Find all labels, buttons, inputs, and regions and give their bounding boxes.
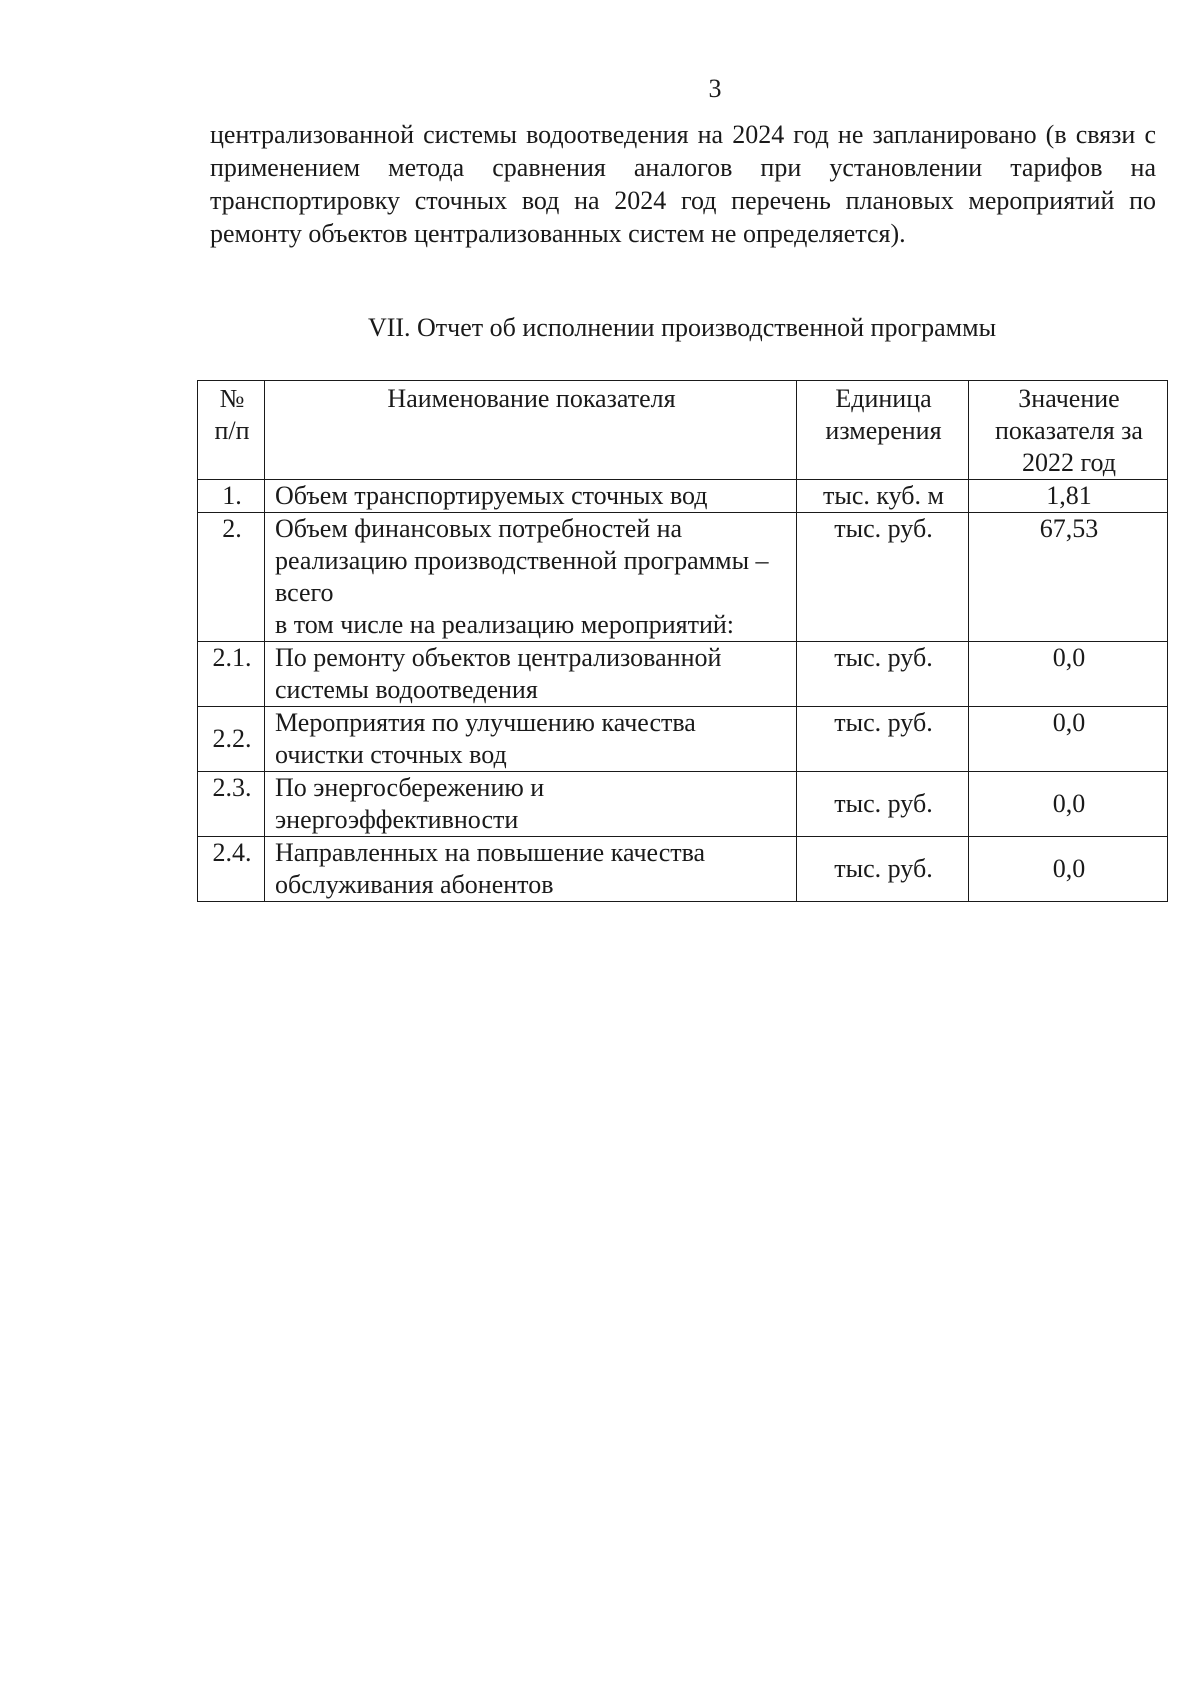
row-value: 0,0: [969, 837, 1168, 902]
row-value: 0,0: [969, 642, 1168, 707]
header-unit: Единица измерения: [797, 381, 969, 480]
row-indicator-name: [265, 513, 797, 642]
body-paragraph: централизованной системы водоотведения на 2024 год не запланировано (в связи с применением метода сравнения аналогов при установлении тарифов на транспортировку сточных вод на 2024 год перечень плановых мероприятий по ремонту объектов централизованных систем не определяется).: [210, 120, 1156, 248]
header-value: Значение показателя за 2022 год: [969, 381, 1168, 480]
row-indicator-name: По энергосбережению и энергоэффективности: [265, 772, 797, 837]
section-heading: VII. Отчет об исполнении производственной программы: [367, 313, 997, 342]
row-indicator-name: Направленных на повышение качества обслуживания абонентов: [265, 837, 797, 902]
header-indicator-name: Наименование показателя: [265, 381, 797, 480]
row-value: 0,0: [969, 707, 1168, 772]
production-program-report-table: [197, 380, 1168, 902]
row-number: 2.2.: [198, 707, 265, 772]
table-header-row: [198, 381, 1168, 480]
row-indicator-name: По ремонту объектов централизованной системы водоотведения: [265, 642, 797, 707]
row-number: 2.4.: [198, 837, 265, 902]
row-unit: тыс. куб. м: [797, 480, 969, 513]
table-row: [198, 837, 1168, 902]
row-unit: тыс. руб.: [797, 837, 969, 902]
row-indicator-main: Объем финансовых потребностей на реализацию производственной программы – всего: [275, 514, 769, 607]
table-row: [198, 707, 1168, 772]
header-number: № п/п: [198, 381, 265, 480]
row-number: 2.: [198, 513, 265, 642]
page-number: 3: [708, 74, 722, 103]
row-value: 67,53: [969, 513, 1168, 642]
row-unit: тыс. руб.: [797, 513, 969, 642]
row-indicator-name: Объем транспортируемых сточных вод: [265, 480, 797, 513]
row-number: 2.3.: [198, 772, 265, 837]
row-number: 1.: [198, 480, 265, 513]
row-value: 1,81: [969, 480, 1168, 513]
row-number: 2.1.: [198, 642, 265, 707]
row-indicator-subtitle: в том числе на реализацию мероприятий:: [275, 610, 735, 639]
row-indicator-name: Мероприятия по улучшению качества очистки сточных вод: [265, 707, 797, 772]
row-unit: тыс. руб.: [797, 642, 969, 707]
row-value: 0,0: [969, 772, 1168, 837]
row-unit: тыс. руб.: [797, 772, 969, 837]
table-row: [198, 642, 1168, 707]
table-row: [198, 513, 1168, 642]
row-unit: тыс. руб.: [797, 707, 969, 772]
table-row: [198, 480, 1168, 513]
table-row: [198, 772, 1168, 837]
